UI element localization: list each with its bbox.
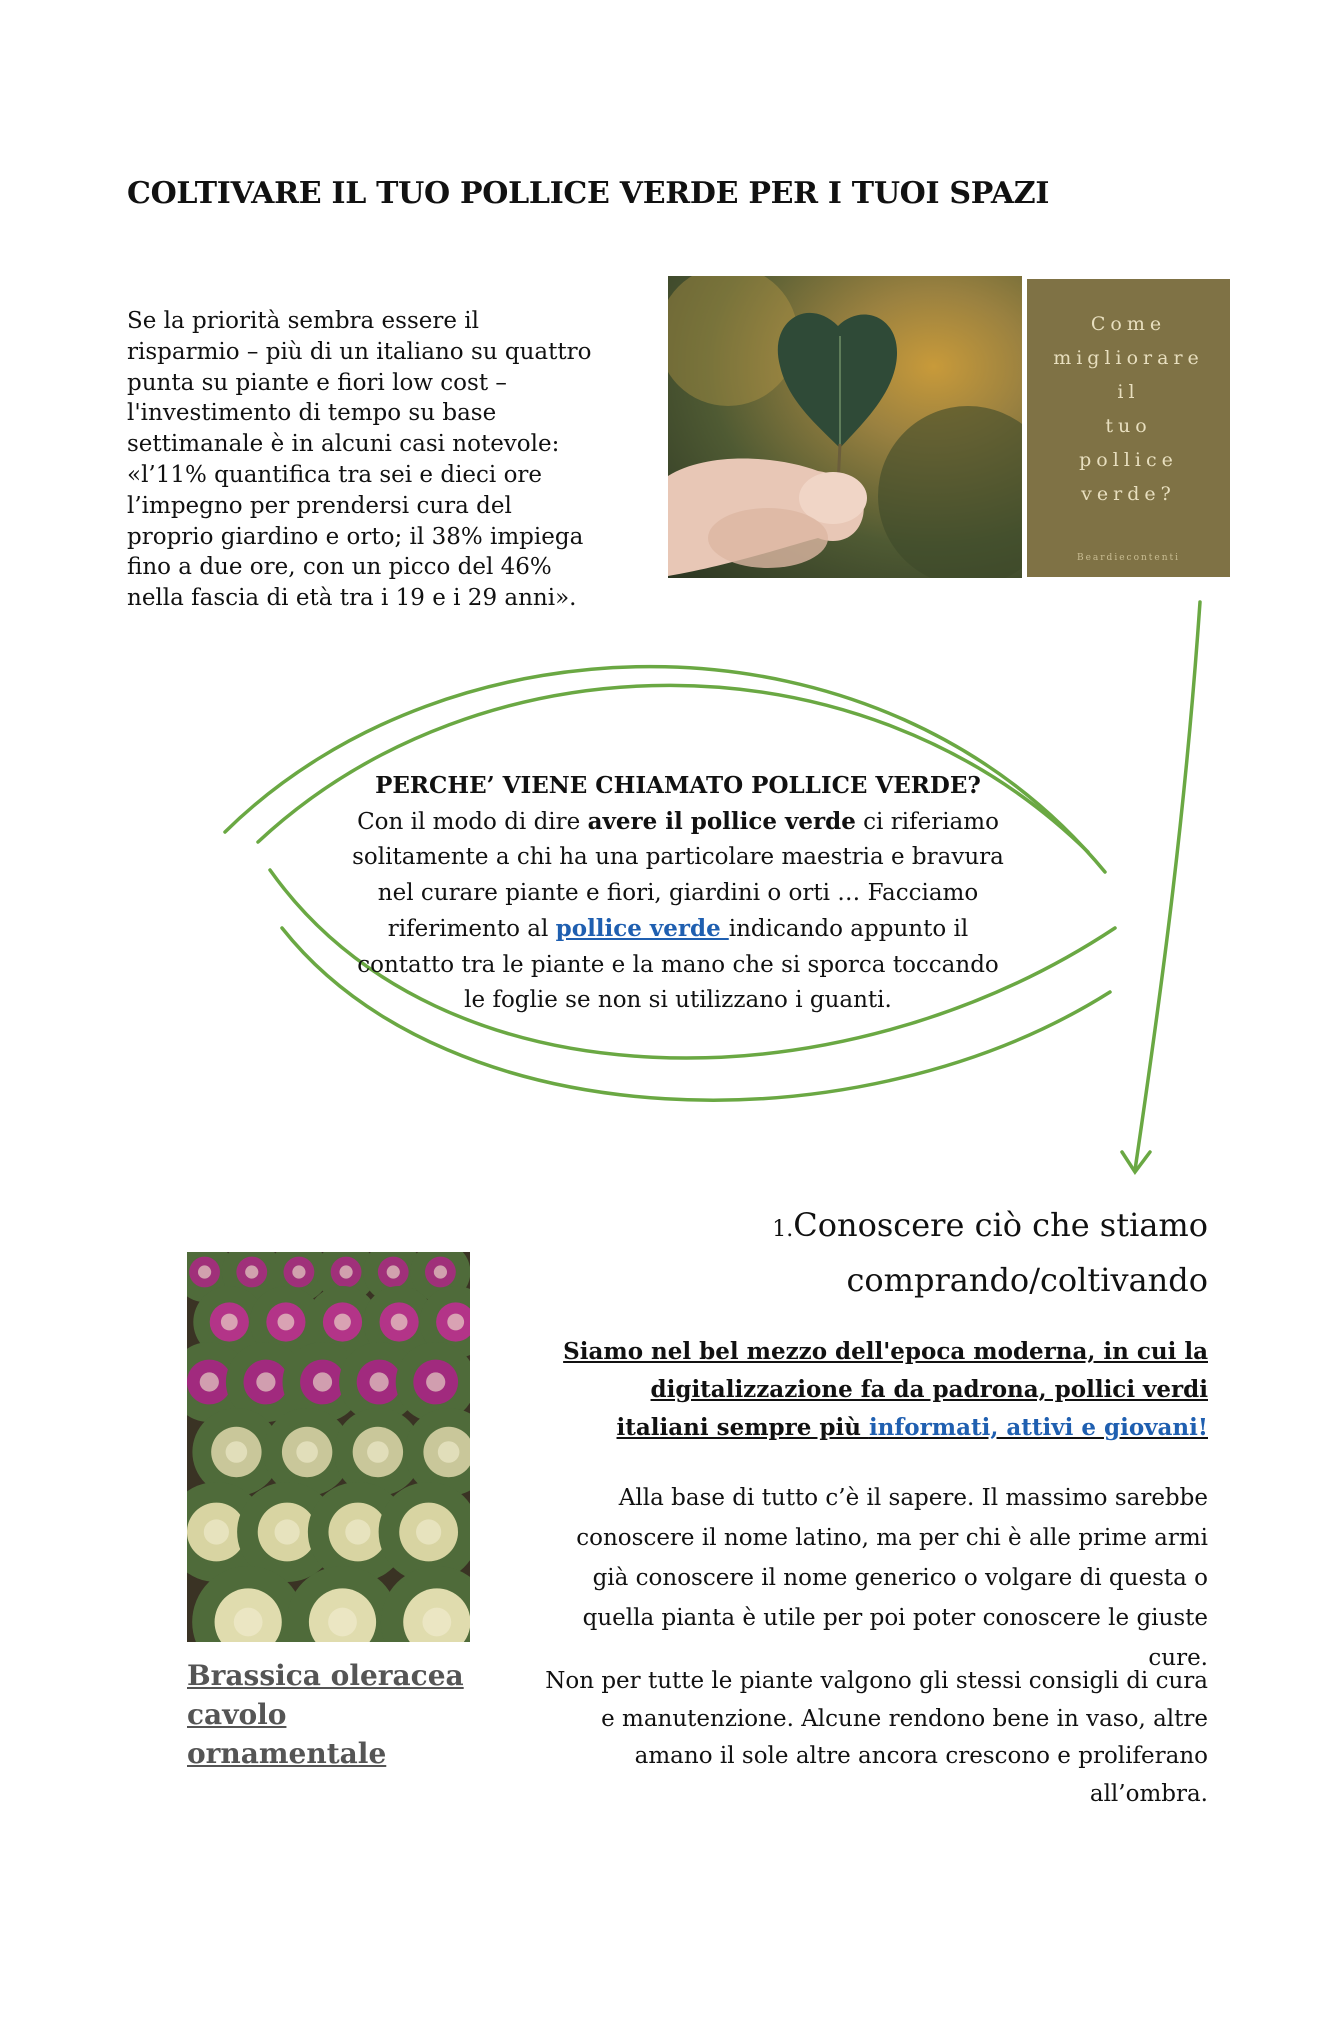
book-cover [1027,279,1230,577]
section-heading: 1.Conoscere ciò che stiamo comprando/coltivando [772,1206,1208,1299]
question-box [348,768,1008,1019]
question-title: PERCHE’ VIENE CHIAMATO POLLICE VERDE? [375,772,981,799]
cabbage-illustration [187,1252,470,1642]
hand-leaf-photo [668,276,1022,578]
arrow-head [1122,1152,1150,1172]
section-paragraph-1: Alla base di tutto c’è il sapere. Il massimo sarebbe conoscere il nome latino, ma per chi è alle prime armi già conoscere il nome generico o volgare di questa o quella pianta è utile per poi poter conoscere le giuste cure. [576,1485,1208,1671]
cabbage-photo [187,1252,470,1642]
hand-leaf-illustration [668,276,1022,578]
section-subheading: Siamo nel bel mezzo dell'epoca moderna, in cui la digitalizzazione fa da padrona, pollici verdi italiani sempre più informati, attivi e giovani! [563,1338,1208,1441]
question-text: Con il modo di dire avere il pollice verde ci riferiamo solitamente a chi ha una particolare maestria e bravura nel curare piante e fiori, giardini o orti … Facciamo riferimento al pollice verde indicando appunto il contatto tra le piante e la mano che si sporca toccando le foglie se non si utilizzano i guanti. [352,807,1004,1013]
page-title: COLTIVARE IL TUO POLLICE VERDE PER I TUOI SPAZI [127,176,1050,211]
informati-link[interactable]: informati, attivi e giovani! [868,1414,1208,1441]
book-title: Come migliorare il tuo pollice verde? [1053,313,1204,505]
book-author: Beardiecontenti [1076,553,1181,563]
image-caption: Brassica oleracea cavolo ornamentale [187,1659,464,1770]
intro-paragraph: Se la priorità sembra essere il risparmio – più di un italiano su quattro punta su piante e fiori low cost – l'investimento di tempo su base settimanale è in alcuni casi notevole: «l’11% quantifica tra sei e dieci ore l’impegno per prendersi cura del proprio giardino e orto; il 38% impiega fino a due ore, con un picco del 46% nella fascia di età tra i 19 e i 29 anni». [127,308,592,612]
section-number: 1. [772,1217,794,1242]
section-paragraph-2: Non per tutte le piante valgono gli stessi consigli di cura e manutenzione. Alcune rendono bene in vaso, altre amano il sole altre ancora crescono e proliferano all’ombra. [545,1668,1208,1807]
arrow-line [1135,602,1200,1170]
pollice-verde-link[interactable]: pollice verde [555,915,729,942]
